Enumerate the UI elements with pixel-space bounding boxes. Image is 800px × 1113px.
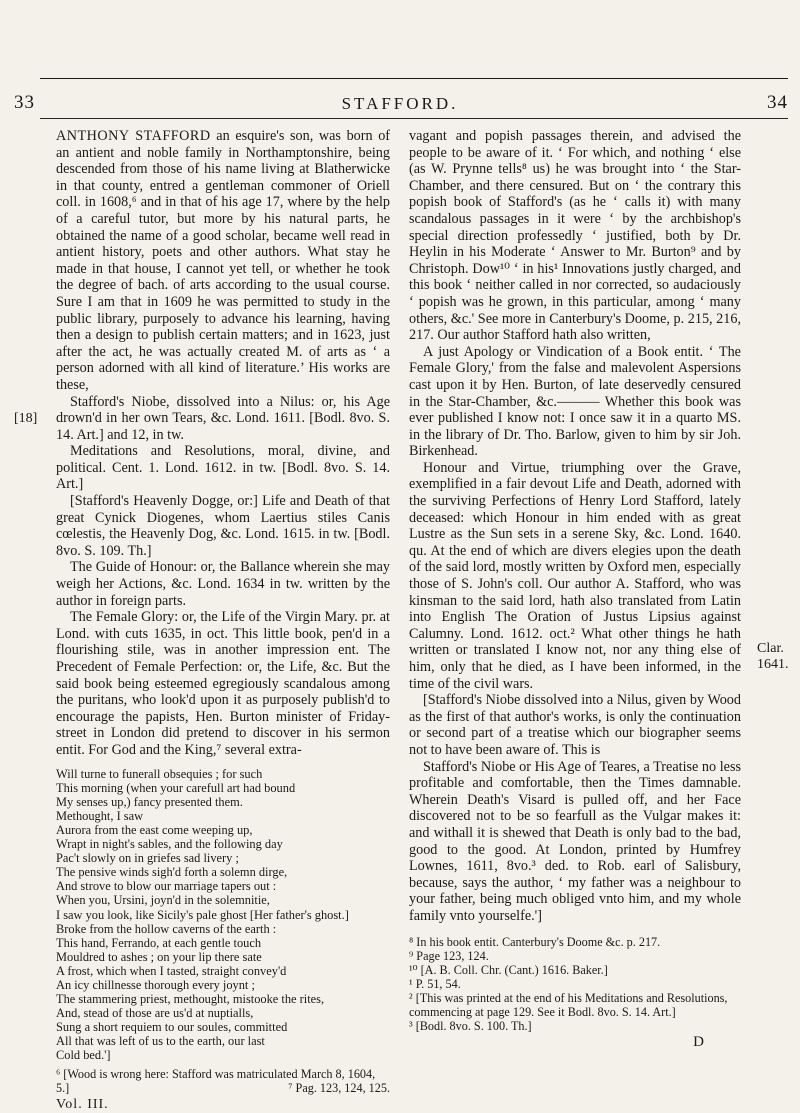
footnote-9: ⁹ Page 123, 124. [409, 948, 489, 963]
footnotes-left [56, 1067, 390, 1095]
intro-paragraph: ANTHONY STAFFORD an esquire's son, was born of an antient and noble family in Northamptonshire, being descended from those of his name living at Blatherwicke in that county, entred a gentleman commoner of Oriell coll. in 1608,⁶ and in that of his age 17, where by the help of a careful tutor, but more by his natural parts, he obtained the name of a good scholar, became well read in antient history, poets and other authors. What stay he made in that house, I cannot yet tell, or whether he took the degree of bach. of arts according to the usual course. Sure I am that in 1609 he was permitted to study in the public library, purposely to advance his learning, having then a design to publish certain matters; and in 1623, just after the act, he was actually created M. of arts as ‘ a person adorned with all kind of literature.’ His works are these, [56, 128, 391, 393]
top-rule [40, 78, 788, 79]
work-entry-apology: A just Apology or Vindication of a Book entit. ‘ The Female Glory,' from the false and malevolent Aspersions cast upon it by Hen. Burton, of late deservedly censured in the Star-Chamber, &c.——— Whether this book was ever published I know not: I once saw it in a quarto MS. in the library of Dr. Tho. Barlow, given to him by sir Joh. Birkenhead. [409, 343, 741, 460]
footnote-10: ¹⁰ [A. B. Coll. Chr. (Cant.) 1616. Baker.] [409, 962, 608, 977]
work-entry-diogenes: [Stafford's Heavenly Dogge, or:] Life and Death of that great Cynick Diogenes, whom Laertius stiles Canis cœlestis, the Heavenly Dog, &c. Lond. 1615. in tw. [Bodl. 8vo. S. 109. Th.] [56, 493, 390, 559]
work-entry-guide-of-honour: The Guide of Honour: or, the Ballance wherein she may weigh her Actions, &c. Lond. 1634 in tw. written by the author in foreign parts. [56, 559, 390, 609]
poem-line: When you, Ursini, joyn'd in the solemnitie, [56, 893, 270, 908]
right-column [409, 128, 741, 1033]
page-number-right: 34 [767, 92, 788, 113]
running-title: STAFFORD. [341, 94, 459, 113]
footnote-8: ⁸ In his book entit. Canterbury's Doome &c. p. 217. [409, 934, 661, 949]
poem-line: A frost, which when I tasted, straight convey'd [56, 963, 287, 978]
footnote-6: ⁶ [Wood is wrong here: Stafford was matriculated March 8, 1604, 5.] [56, 1066, 376, 1095]
poem-line: Broke from the hollow caverns of the earth : [56, 921, 277, 936]
editor-note: [Stafford's Niobe dissolved into a Nilus, given by Wood as the first of that author's works, is only the continuation or second part of a treatise which our biographer seems not to have been aware of. This is [409, 692, 741, 758]
poem-line: Sung a short requiem to our soules, committed [56, 1020, 288, 1035]
work-entry-niobe-teares: Stafford's Niobe or His Age of Teares, a Treatise no less profitable and comfortable, then the Times damnable. Wherein Death's Visard is pulled off, and her Face discovered not to be so fearfull as the Vulgar makes it: and withall it is shewed that Death is only bad to the bad, good to the good. At London, printed by Humfrey Lownes, 1611, 8vo.³ ded. to Rob. earl of Salisbury, because, says the author, ‘ my father was a neighbour to your father, being much obliged vnto him, and my whole family vnto yourselfe.'] [409, 758, 741, 924]
footnotes-right [409, 935, 741, 1033]
margin-note-right [757, 641, 789, 673]
author-name: ANTHONY STAFFORD [56, 128, 211, 144]
margin-note-year: 1641. [757, 657, 789, 672]
work-entry-niobe: Stafford's Niobe, dissolved into a Nilus: or, his Age drown'd in her own Tears, &c. Lond. 1611. [Bodl. 8vo. S. 14. Art.] and 12, in tw. [56, 393, 390, 443]
poem-line: Will turne to funerall obsequies ; for such [56, 766, 263, 781]
work-entry-female-glory: The Female Glory: or, the Life of the Virgin Mary. pr. at Lond. with cuts 1635, in oct. This little book, pen'd in a flourishing stile, was in another impression ent. The Precedent of Female Perfection: or, the Life, &c. But the said book being esteemed egregiously scandalous among the puritans, who look'd upon it as purposely publish'd to encourage the papists, Hen. Burton minister of Friday-street in London did pretend to discover in his sermon entit. For God and the King,⁷ several extra- [56, 609, 390, 758]
work-entry-meditations: Meditations and Resolutions, moral, divine, and political. Cent. 1. Lond. 1612. in tw. [Bodl. 8vo. S. 14. Art.] [56, 443, 390, 493]
poem-line: I saw you look, like Sicily's pale ghost [Her father's ghost.] [56, 907, 349, 922]
poem-line: All that was left of us to the earth, our last [56, 1034, 265, 1049]
poem-line: Wrapt in night's sables, and the following day [56, 837, 283, 852]
poem-line: Mouldred to ashes ; on your lip there sate [56, 949, 262, 964]
continuation-paragraph: vagant and popish passages therein, and advised the people to be aware of it. ‘ For which, and nothing ‘ else (as W. Prynne tells⁸ us) he was brought into ‘ the Star-Chamber, and there censured. But on ‘ the contrary this popish book of Stafford's (as he ‘ calls it) with many scandalous passages in it were ‘ by the archbishop's special direction professedly ‘ justified, both by Dr. Heylin in his Moderate ‘ Answer to Mr. Burton⁹ and by Christoph. Dow¹⁰ ‘ in his¹ Innovations justly charged, and this book ‘ neither called in nor corrected, so audaciously ‘ popish was he grown, in this particular, among ‘ many others, &c.' See more in Canterbury's Doome, p. 215, 216, 217. Our author Stafford hath also written, [409, 128, 741, 344]
margin-note-clar: Clar. [757, 641, 784, 656]
poem-line: This morning (when your carefull art had bound [56, 780, 296, 795]
poem-line: The pensive winds sigh'd forth a solemn dirge, [56, 865, 288, 880]
work-entry-honour-and-virtue: Honour and Virtue, triumphing over the Grave, exemplified in a fair devout Life and Death, adorned with the surviving Perfections of Henry Lord Stafford, lately deceased: which Honour in him ended with as great Lustre as the Sun sets in a serene Sky, &c. Lond. 1640. qu. At the end of which are divers elegies upon the death of the said lord, mostly written by Oxford men, especially those of S. John's coll. Our author A. Stafford, who was kinsman to the said lord, hath also translated from Latin into English The Oration of Justus Lipsius against Calumny. Lond. 1612. oct.² What other things he hath written or translated I know not, nor any thing else of him, only that he died, as I have been informed, in the time of the civil wars. [409, 459, 741, 692]
poem-line: This hand, Ferrando, at each gentle touch [56, 935, 262, 950]
poem-line: The stammering priest, methought, mistooke the rites, [56, 992, 325, 1007]
margin-note-left: [18] [14, 411, 38, 426]
quoted-poem [56, 767, 390, 1063]
footnote-1: ¹ P. 51, 54. [409, 976, 461, 991]
poem-line: And strove to blow our marriage tapers out : [56, 879, 277, 894]
volume-label: Vol. III. [56, 1096, 109, 1112]
poem-line: An icy chillnesse thorough every joynt ; [56, 977, 255, 992]
poem-line: Pac't slowly on in griefes sad livery ; [56, 851, 239, 866]
poem-line: Cold bed.'] [56, 1048, 111, 1063]
footnote-7: ⁷ Pag. 123, 124, 125. [288, 1080, 390, 1095]
footnote-3: ³ [Bodl. 8vo. S. 100. Th.] [409, 1018, 532, 1033]
poem-line: And, stead of those are us'd at nuptialls, [56, 1006, 254, 1021]
poem-line: Methought, I saw [56, 808, 144, 823]
poem-line: Aurora from the east come weeping up, [56, 822, 253, 837]
page-number-left: 33 [14, 92, 35, 113]
footnote-2: ² [This was printed at the end of his Meditations and Resolutions, commencing at page 129. See it Bodl. 8vo. S. 14. Art.] [409, 990, 728, 1019]
signature-mark: D [693, 1034, 704, 1050]
header-rule [40, 118, 788, 119]
left-column [56, 128, 390, 1113]
poem-line: My senses up,) fancy presented them. [56, 794, 243, 809]
